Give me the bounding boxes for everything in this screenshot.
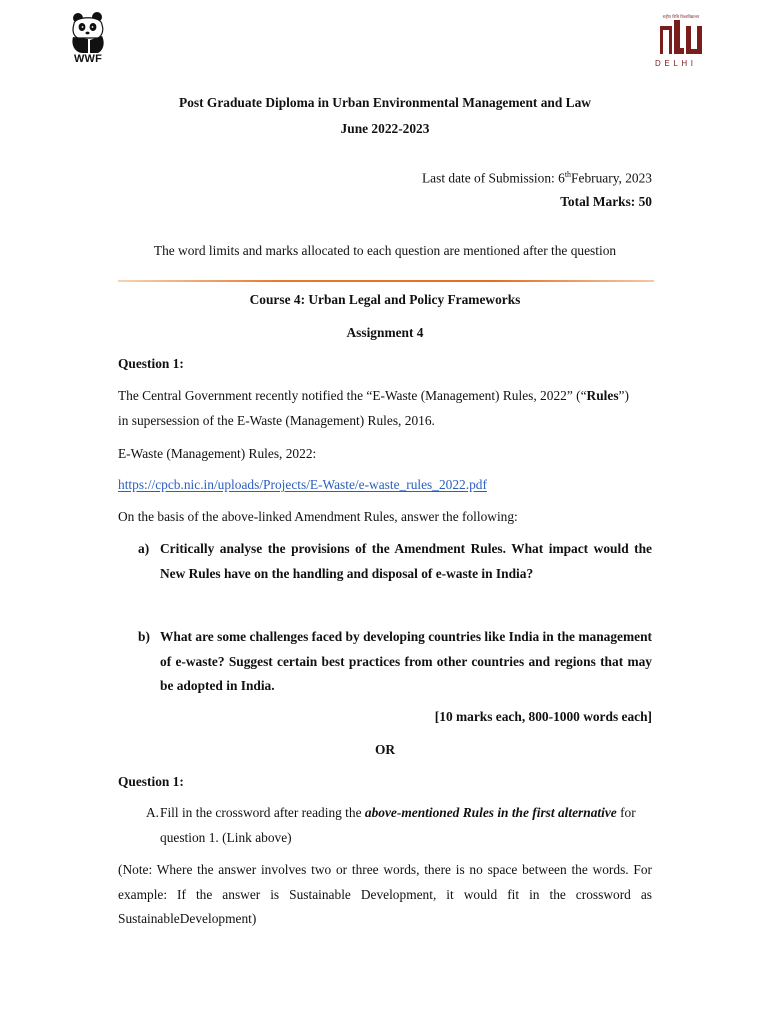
question-1-heading: Question 1: [118,356,184,371]
question-1-intro [118,388,629,404]
submission-deadline [118,170,652,187]
total-marks: Total Marks: 50 [560,194,652,209]
nlu-delhi-logo [655,14,707,68]
course-title: Course 4: Urban Legal and Policy Frameworks [249,292,521,307]
wwf-wordmark: WWF [73,53,103,65]
crossword-note: (Note: Where the answer involves two or three words, there is no space between the words. For example: If the answer is Sustainable Development, it would fit in the crossword as SustainableDevelopment) [118,862,652,926]
nlu-city-label: DELHI [655,59,697,68]
crossword-text-emphasis: above-mentioned Rules in the first alternative [364,805,617,820]
deadline-prefix: Last date of Submission: 6 [421,170,565,186]
program-year: June 2022-2023 [340,121,430,136]
item-b-text: What are some challenges faced by developing countries like India in the management of e-waste? Suggest certain best practices from other countries and regions that may be adopted in India. [160,629,652,693]
crossword-text-a: Fill in the crossword after reading the [160,805,365,820]
rules-link[interactable]: https://cpcb.nic.in/uploads/Projects/E-Waste/e-waste_rules_2022.pdf [118,477,487,492]
program-title: Post Graduate Diploma in Urban Environmental Management and Law [179,95,591,110]
crossword-text-b: for question 1. (Link above) [160,805,636,845]
item-A-label: A. [146,805,160,820]
intro-rules-term: Rules [586,388,619,403]
intro-text-b: ”) [618,388,629,403]
question-1-intro-line2: in supersession of the E-Waste (Management) Rules, 2016. [118,413,435,428]
item-a-label: a) [138,541,150,556]
word-limit-note: The word limits and marks allocated to each question are mentioned after the question [153,243,617,258]
panda-icon [68,12,108,54]
nlu-monogram-icon [659,20,703,56]
item-a-text: Critically analyse the provisions of the Amendment Rules. What impact would the New Rules have on the handling and disposal of e-waste in India? [160,541,652,581]
rules-label: E-Waste (Management) Rules, 2022: [118,446,317,461]
question-1-alt-heading: Question 1: [118,774,184,789]
crossword-instruction [160,801,652,850]
nlu-hindi-name: राष्ट्रीय विधि विश्वविद्यालय [662,14,700,19]
item-b-label: b) [138,629,150,644]
or-separator: OR [374,742,396,757]
deadline-superscript: th [564,170,572,179]
question-1-instruction: On the basis of the above-linked Amendment Rules, answer the following: [118,509,518,524]
wwf-logo [68,12,108,68]
section-divider [118,280,654,282]
marks-allocation-note: [10 marks each, 800-1000 words each] [434,709,652,724]
assignment-title: Assignment 4 [346,325,424,340]
intro-text-a: The Central Government recently notified the “E-Waste (Management) Rules, 2022” (“ [118,388,587,403]
deadline-suffix: February, 2023 [571,170,652,186]
